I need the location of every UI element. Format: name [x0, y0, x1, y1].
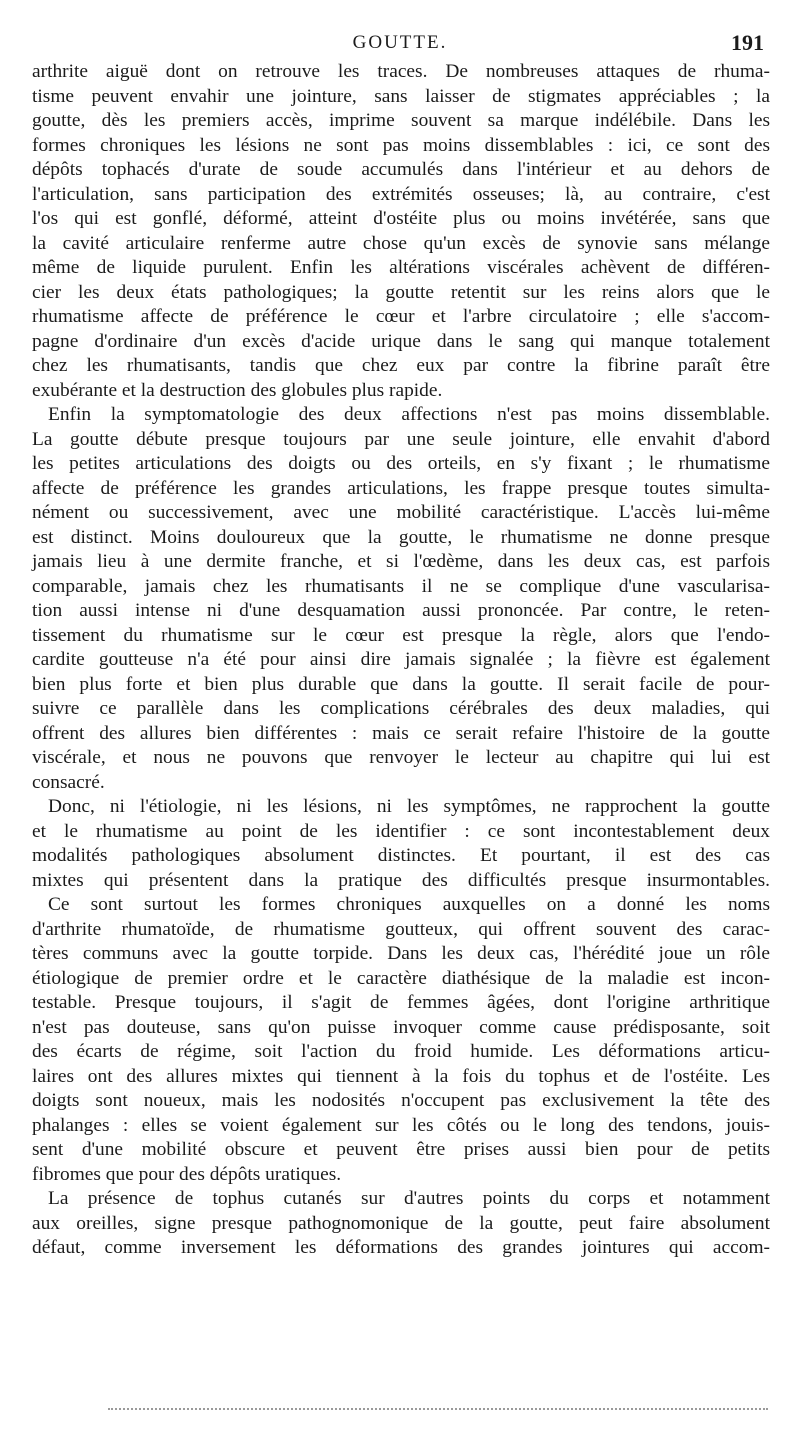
text-line: rhumatisme affecte de préférence le cœur et l'arbre circulatoire ; elle s'accom-: [32, 306, 770, 327]
text-line: l'os qui est gonflé, déformé, atteint d'ostéite plus ou moins invétérée, sans que: [32, 208, 770, 229]
text-line: phalanges : elles se voient également sur les côtés ou le long des tendons, jouis-: [32, 1114, 770, 1136]
text-line: suivre ce parallèle dans les complications cérébrales des deux maladies, qui: [32, 698, 770, 719]
text-line: doigts sont noueux, mais les nodosités n'occupent pas exclusivement la tête des: [32, 1090, 770, 1111]
text-line: arthrite aiguë dont on retrouve les traces. De nombreuses attaques de rhuma-: [32, 61, 770, 82]
text-line: d'arthrite rhumatoïde, de rhumatisme goutteux, qui offrent souvent des carac-: [32, 918, 770, 940]
paragraph-end-line: mixtes qui présentent dans la pratique des difficultés presque insurmontables.: [32, 869, 770, 891]
text-line: formes chroniques les lésions ne sont pas moins dissemblables : ici, ce sont des: [32, 134, 770, 156]
running-head: GOUTTE.: [352, 32, 448, 53]
text-line: sent d'une mobilité obscure et peuvent être prises aussi bien pour de petits: [32, 1139, 770, 1160]
text-line: même de liquide purulent. Enfin les altérations viscérales achèvent de différen-: [32, 257, 770, 278]
body-text: [32, 60, 770, 1261]
paragraph-end-line: consacré.: [32, 771, 105, 793]
text-line: des écarts de régime, soit l'action du froid humide. Les déformations articu-: [32, 1041, 770, 1062]
text-line: tisme peuvent envahir une jointure, sans laisser de stigmates appréciables ; la: [32, 85, 770, 107]
text-line: dépôts tophacés d'urate de soude accumulés dans l'intérieur et au dehors de: [32, 159, 770, 180]
text-line: bien plus forte et bien plus durable que dans la goutte. Il serait facile de pour-: [32, 673, 770, 695]
footer-dotted-rule: [108, 1408, 768, 1410]
text-line: nément ou successivement, avec une mobilité caractéristique. L'accès lui-même: [32, 502, 770, 523]
text-line: chez les rhumatisants, tandis que chez eux par contre la fibrine paraît être: [32, 355, 770, 376]
text-line: tères communs avec la goutte torpide. Dans les deux cas, l'hérédité joue un rôle: [32, 943, 770, 964]
text-line: la cavité articulaire renferme autre chose qu'un excès de synovie sans mélange: [32, 232, 770, 254]
paragraph-end-line: fibromes que pour des dépôts uratiques.: [32, 1163, 342, 1185]
text-line: jamais lieu à une dermite franche, et si l'œdème, dans les deux cas, est parfois: [32, 551, 770, 572]
text-line: affecte de préférence les grandes articulations, les frappe presque toutes simulta-: [32, 477, 770, 499]
text-line: offrent des allures bien différentes : mais ce serait refaire l'histoire de la goutte: [32, 722, 770, 744]
text-line: tion aussi intense ni d'une desquamation aussi prononcée. Par contre, le reten-: [32, 600, 770, 621]
text-line: laires ont des allures mixtes qui tiennent à la fois du tophus et de l'ostéite. Les: [32, 1065, 770, 1087]
text-line: les petites articulations des doigts ou des orteils, en s'y fixant ; le rhumatisme: [32, 453, 770, 474]
text-line: testable. Presque toujours, il s'agit de femmes âgées, dont l'origine arthritique: [32, 992, 770, 1013]
text-line: et le rhumatisme au point de les identifier : ce sont incontestablement deux: [32, 820, 770, 842]
text-line: étiologique de premier ordre et le caractère diathésique de la maladie est incon-: [32, 967, 770, 989]
text-line: goutte, dès les premiers accès, imprime souvent sa marque indélébile. Dans les: [32, 110, 770, 131]
text-line: viscérale, et nous ne pouvons que renvoyer le lecteur au chapitre qui lui est: [32, 747, 770, 768]
text-line: est distinct. Moins douloureux que la goutte, le rhumatisme ne donne presque: [32, 526, 770, 548]
paragraph-start-line: Donc, ni l'étiologie, ni les lésions, ni les symptômes, ne rapprochent la goutte: [48, 796, 770, 817]
paragraph-start-line: La présence de tophus cutanés sur d'autres points du corps et notamment: [48, 1188, 770, 1209]
page-header: [30, 30, 770, 64]
paragraph-start-line: Enfin la symptomatologie des deux affections n'est pas moins dissemblable.: [48, 404, 770, 425]
text-line: l'articulation, sans participation des extrémités osseuses; là, au contraire, c'est: [32, 183, 770, 205]
paragraph-end-line: exubérante et la destruction des globules plus rapide.: [32, 379, 443, 401]
text-line: pagne d'ordinaire d'un excès d'acide urique dans le sang qui manque totalement: [32, 330, 770, 352]
text-line: aux oreilles, signe presque pathognomonique de la goutte, peut faire absolument: [32, 1212, 770, 1234]
text-line: La goutte débute presque toujours par une seule jointure, elle envahit d'abord: [32, 428, 770, 450]
text-line: n'est pas douteuse, sans qu'on puisse invoquer comme cause prédisposante, soit: [32, 1016, 770, 1038]
text-line: modalités pathologiques absolument distinctes. Et pourtant, il est des cas: [32, 845, 770, 866]
text-line: cier les deux états pathologiques; la goutte retentit sur les reins alors que le: [32, 281, 770, 303]
text-line: cardite goutteuse n'a été pour ainsi dire jamais signalée ; la fièvre est également: [32, 649, 770, 670]
text-line: comparable, jamais chez les rhumatisants il ne se complique d'une vascularisa-: [32, 575, 770, 597]
text-line: défaut, comme inversement les déformations des grandes jointures qui accom-: [32, 1237, 770, 1258]
paragraph-start-line: Ce sont surtout les formes chroniques auxquelles on a donné les noms: [48, 894, 770, 915]
page-number: 191: [731, 30, 764, 55]
text-line: tissement du rhumatisme sur le cœur est presque la règle, alors que l'endo-: [32, 624, 770, 646]
